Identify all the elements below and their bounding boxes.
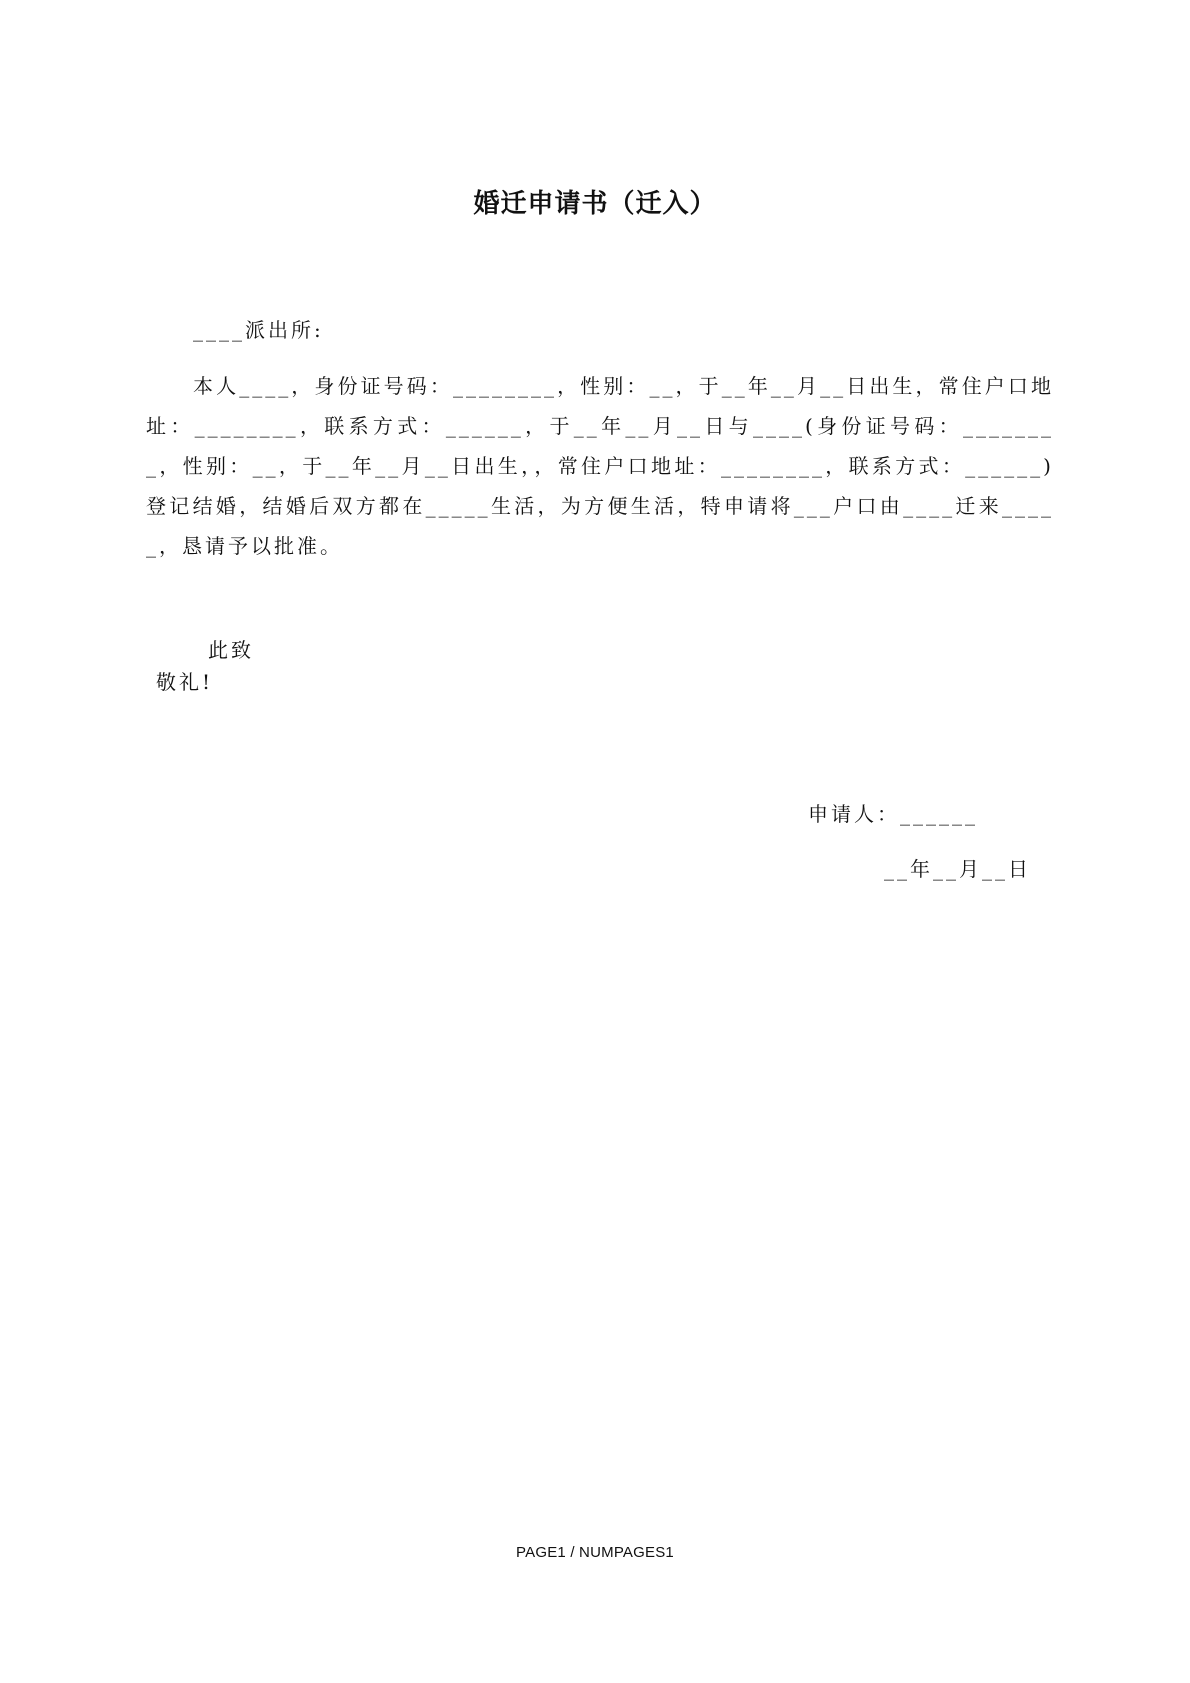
- closing-line-2: 敬礼!: [156, 670, 214, 694]
- closing-line-1: 此致: [208, 638, 254, 662]
- salutation-line: ____派出所:: [193, 318, 324, 342]
- signature-date-line: __年__月__日: [884, 857, 1031, 881]
- application-body: 本人____，身份证号码：________，性别：__，于__年__月__日出生，常住户口地址：________，联系方式：______，于__年__月__日与____(身份证号码：________，性别：__，于__年__月__日出生，，常住户口地址：________，联系方式：______)登记结婚，结婚后双方都在_____生活，为方便生活，特申请将___户口由____迁来_____，恳请予以批准。: [146, 374, 1054, 558]
- page-footer: PAGE1 / NUMPAGES1: [516, 1544, 674, 1561]
- document-title: 婚迁申请书（迁入）: [473, 189, 717, 219]
- applicant-signature-line: 申请人：______: [808, 802, 978, 826]
